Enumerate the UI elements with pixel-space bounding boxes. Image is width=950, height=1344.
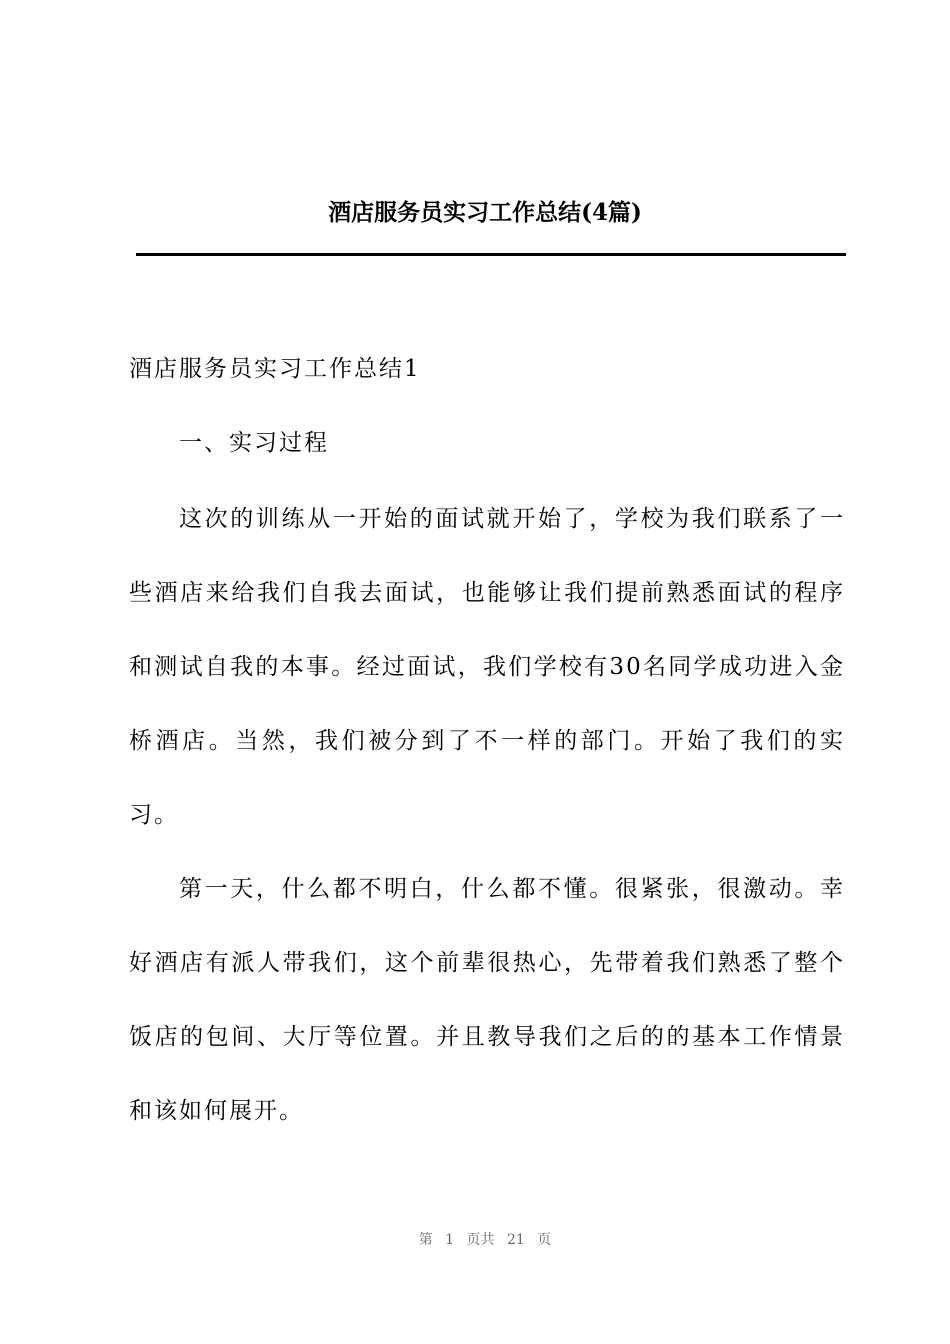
title-underline-rule — [136, 253, 846, 256]
document-title: 酒店服务员实习工作总结(4篇) — [328, 199, 642, 226]
page-number-footer: 第 1 页共 21 页 — [418, 1232, 552, 1248]
body-paragraph: 这次的训练从一开始的面试就开始了，学校为我们联系了一些酒店来给我们自我去面试，也能够让我们提前熟悉面试的程序和测试自我的本事。经过面试，我们学校有30名同学成功进入金桥酒店。当然，我们被分到了不一样的部门。开始了我们的实习。 — [129, 506, 845, 828]
body-paragraph: 第一天，什么都不明白，什么都不懂。很紧张，很激动。幸好酒店有派人带我们，这个前辈很热心，先带着我们熟悉了整个饭店的包间、大厅等位置。并且教导我们之后的的基本工作情景和该如何展开。 — [129, 876, 845, 1124]
section-heading: 酒店服务员实习工作总结1 — [129, 356, 421, 382]
subheading: 一、实习过程 — [179, 430, 329, 456]
